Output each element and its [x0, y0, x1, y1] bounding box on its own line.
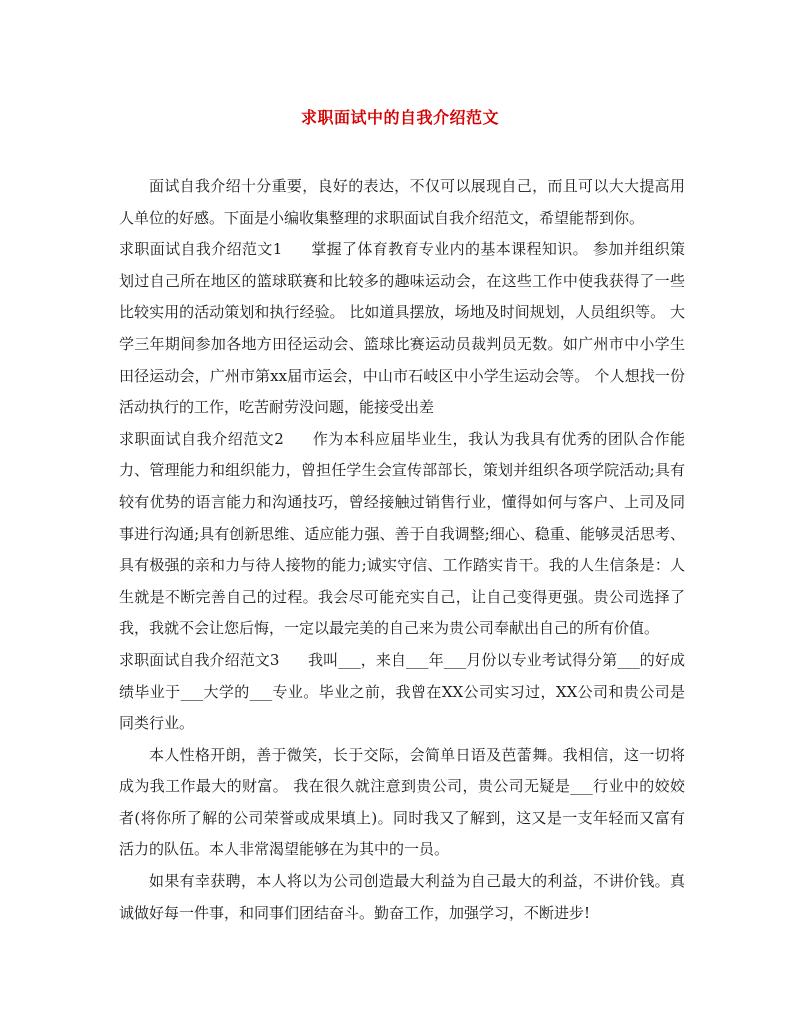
sample-3-label: 求职面试自我介绍范文3 — [119, 650, 280, 669]
sample-1-text: 掌握了体育教育专业内的基本课程知识。 参加并组织策划过自己所在地区的篮球联赛和比较多的趣味运动会，在这些工作中使我获得了一些比较实用的活动策划和执行经验。 比如道具摆放，场地及时间规划，人员组织等。 大学三年期间参加各地方田径运动会、篮球比赛运动员裁判员无数。如广州市中小学生田径运动会，广州市第xx届市运会，中山市石岐区中小学生运动会等。 个人想找一份活动执行的工作，吃苦耐劳没问题，能接受出差 — [119, 240, 685, 417]
closing-paragraph: 如果有幸获聘，本人将以为公司创造最大利益为自己最大的利益，不讲价钱。真诚做好每一件事，和同事们团结奋斗。勤奋工作，加强学习，不断进步! — [119, 872, 685, 922]
sample-1-paragraph — [119, 234, 685, 424]
sample-2-text: 作为本科应届毕业生，我认为我具有优秀的团队合作能力、管理能力和组织能力，曾担任学生会宣传部部长，策划并组织各项学院活动;具有较有优势的语言能力和沟通技巧，曾经接触过销售行业，懂得如何与客户、上司及同事进行沟通;具有创新思维、适应能力强、善于自我调整;细心、稳重、能够灵活思考、具有极强的亲和力与待人接物的能力;诚实守信、工作踏实肯干。我的人生信条是：人生就是不断完善自己的过程。我会尽可能充实自己，让自己变得更强。贵公司选择了我，我就不会让您后悔，一定以最完美的自己来为贵公司奉献出自己的所有价值。 — [119, 429, 685, 638]
document-title: 求职面试中的自我介绍范文 — [300, 108, 499, 127]
personality-paragraph: 本人性格开朗，善于微笑，长于交际，会简单日语及芭蕾舞。我相信，这一切将成为我工作最大的财富。 我在很久就注意到贵公司，贵公司无疑是___行业中的姣姣者(将你所了解的公司荣誉或成果填上)。同时我又了解到，这又是一支年轻而又富有活力的队伍。本人非常渴望能够在为其中的一员。 — [119, 745, 685, 859]
sample-2-label: 求职面试自我介绍范文2 — [119, 429, 284, 448]
sample-3-paragraph — [119, 645, 685, 740]
intro-paragraph: 面试自我介绍十分重要，良好的表达，不仅可以展现自己，而且可以大大提高用人单位的好感。下面是小编收集整理的求职面试自我介绍范文，希望能帮到你。 — [119, 177, 685, 227]
sample-3-text: 我叫___，来自___年___月份以专业考试得分第___的好成绩毕业于___大学的___专业。毕业之前，我曾在XX公司实习过，XX公司和贵公司是同类行业。 — [119, 650, 685, 733]
document-body — [119, 171, 685, 929]
sample-2-paragraph — [119, 424, 685, 645]
sample-1-label: 求职面试自我介绍范文1 — [119, 240, 283, 259]
